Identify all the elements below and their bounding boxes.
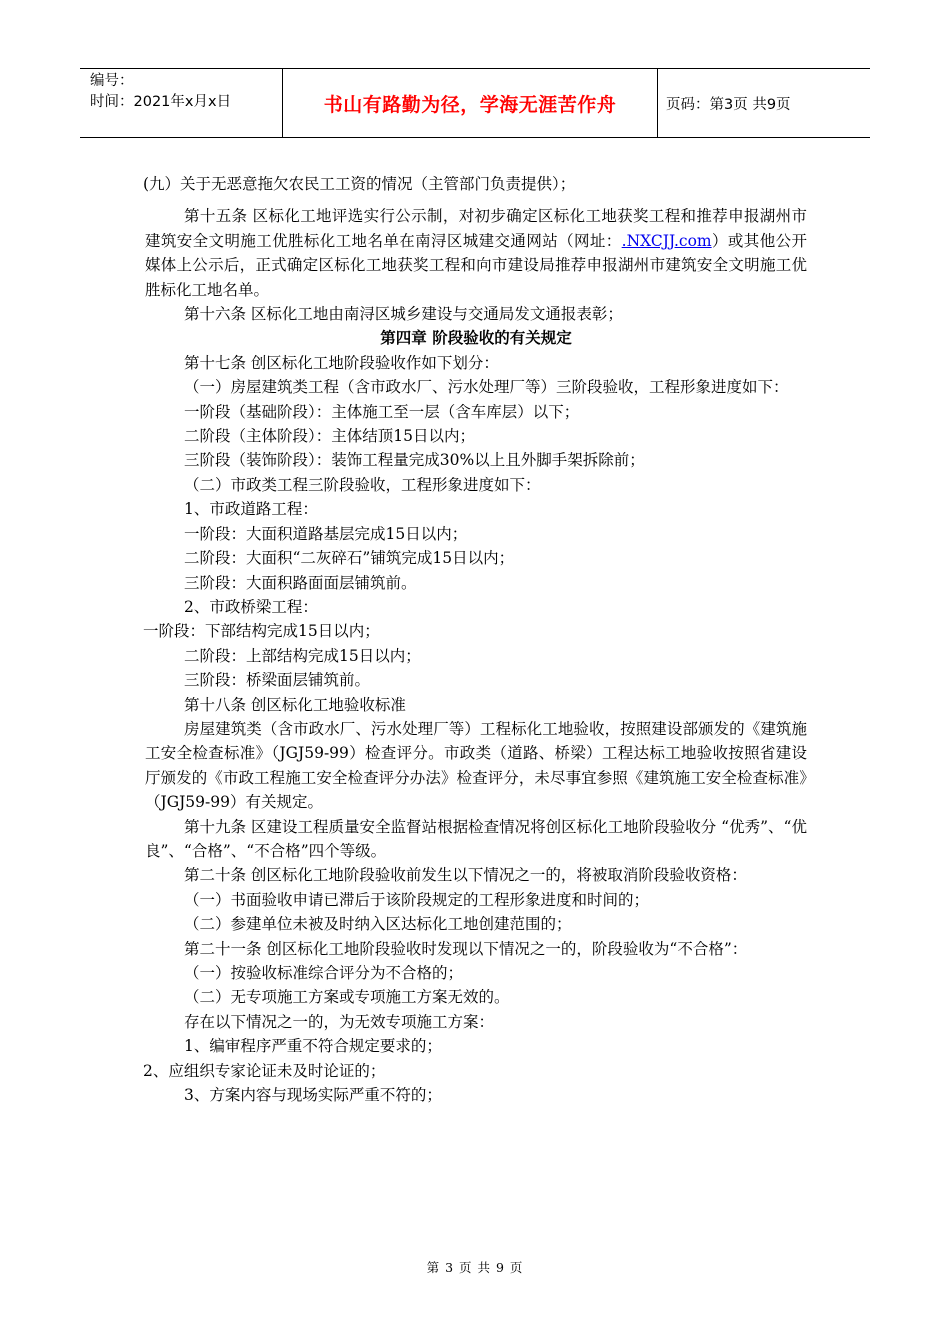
article-15-text: 第十五条 区标化工地评选实行公示制，对初步确定区标化工地获奖工程和推荐申报湖州市建筑安全文明施工优胜标化工地名单在南浔区城建交通网站（网址： [145,207,807,250]
stage-line: 二阶段（主体阶段）：主体结顶15日以内； [184,427,475,446]
header-page-number: 页码：第3页 共9页 [666,96,791,113]
article-18-body: 房屋建筑类（含市政水厂、污水处理厂等）工程标化工地验收，按照建设部颁发的《建筑施工安全检查标准》（JGJ59-99）检查评分。市政类（道路、桥梁）工程达标工地验收按照省建设厅颁发的《市政工程施工安全检查评分办法》检查评分，未尽事宜参照《建筑施工安全检查标准》（JGJ59-99）有关规定。 [145,719,807,812]
stage-line: 二阶段：上部结构完成15日以内； [184,646,421,665]
website-link[interactable]: .NXCJJ.com [621,231,712,250]
stage-line: 三阶段（装饰阶段）：装饰工程量完成30%以上且外脚手架拆除前； [184,451,645,470]
page-header [80,68,870,138]
subitem-road: 1、市政道路工程： [184,500,318,519]
list-item: 3、方案内容与现场实际严重不符的； [184,1086,442,1105]
page-footer: 第 3 页 共 9 页 [426,1260,524,1275]
list-item: 1、编审程序严重不符合规定要求的； [184,1037,442,1056]
stage-line: 一阶段：大面积道路基层完成15日以内； [184,524,468,543]
item-1: （一）房屋建筑类工程（含市政水厂、污水处理厂等）三阶段验收，工程形象进度如下： [184,378,789,397]
stage-line: 一阶段（基础阶段）：主体施工至一层（含车库层）以下； [184,402,580,421]
article-16: 第十六条 区标化工地由南浔区城乡建设与交通局发文通报表彰； [184,305,623,324]
document-number-label: 编号： [90,73,134,89]
stage-line: 三阶段：桥梁面层铺筑前。 [184,671,371,690]
stage-line: 一阶段：下部结构完成15日以内； [143,622,380,641]
chapter-title: 第四章 阶段验收的有关规定 [380,329,572,348]
article-17: 第十七条 创区标化工地阶段验收作如下划分： [184,353,499,372]
article-20: 第二十条 创区标化工地阶段验收前发生以下情况之一的，将被取消阶段验收资格： [184,866,747,885]
list-item: （二）参建单位未被及时纳入区达标化工地创建范围的； [184,915,572,934]
article-18: 第十八条 创区标化工地验收标准 [184,695,406,714]
item-2: （二）市政类工程三阶段验收，工程形象进度如下： [184,475,541,494]
stage-line: 二阶段：大面积“二灰碎石”铺筑完成15日以内； [184,549,515,568]
article-15-tail: ）或其他公开媒体上公示后，正式确定区标化工地获奖工程和向市建设局推荐申报湖州市建筑安全文明施工优胜标化工地名单。 [145,231,807,299]
article-15 [145,204,807,302]
paragraph: (九）关于无恶意拖欠农民工工资的情况（主管部门负责提供）； [143,175,576,193]
stage-line: 三阶段：大面积路面面层铺筑前。 [184,573,417,592]
article-19: 第十九条 区建设工程质量安全监督站根据检查情况将创区标化工地阶段验收分 “优秀”、“优良”、“合格”、“不合格”四个等级。 [145,817,807,860]
document-date-label: 时间：2021年x月x日 [90,94,232,110]
subitem-bridge: 2、市政桥梁工程： [184,597,318,616]
list-item: （一）按验收标准综合评分为不合格的； [184,964,464,982]
article-21: 第二十一条 创区标化工地阶段验收时发现以下情况之一的，阶段验收为“不合格”： [184,939,748,958]
list-item: （二）无专项施工方案或专项施工方案无效的。 [184,988,510,1007]
list-item: 2、应组织专家论证未及时论证的； [143,1061,386,1080]
list-item: （一）书面验收申请已滞后于该阶段规定的工程形象进度和时间的； [184,890,650,909]
header-meta [80,69,282,137]
document-body [145,172,807,1107]
header-motto: 书山有路勤为径，学海无涯苦作舟 [282,69,658,137]
paragraph: 存在以下情况之一的，为无效专项施工方案： [184,1012,495,1031]
